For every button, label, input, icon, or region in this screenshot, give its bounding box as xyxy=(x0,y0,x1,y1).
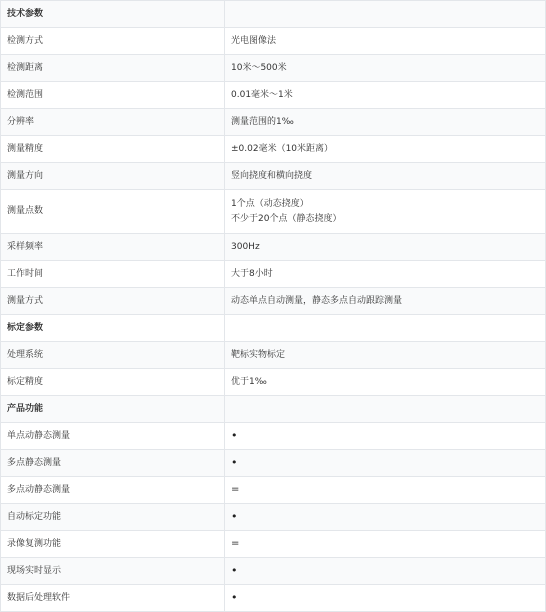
row-value xyxy=(225,531,546,558)
section-header-label: 技术参数 xyxy=(1,1,225,28)
row-label: 检测方式 xyxy=(1,28,225,55)
row-value xyxy=(225,504,546,531)
table-row xyxy=(1,136,546,163)
table-row xyxy=(1,450,546,477)
table-row xyxy=(1,109,546,136)
row-value xyxy=(225,450,546,477)
row-label: 自动标定功能 xyxy=(1,504,225,531)
table-row xyxy=(1,190,546,234)
bullet-icon: • xyxy=(231,590,238,604)
bullet-icon: • xyxy=(231,428,238,442)
row-label: 测量方向 xyxy=(1,163,225,190)
row-value-line: 不少于20个点（静态挠度） xyxy=(231,213,342,224)
row-value: 0.01毫米～1米 xyxy=(225,82,546,109)
row-value: 测量范围的1‰ xyxy=(225,109,546,136)
bullet-icon: • xyxy=(231,509,238,523)
row-value: 光电图像法 xyxy=(225,28,546,55)
row-label: 工作时间 xyxy=(1,261,225,288)
section-header-value xyxy=(225,315,546,342)
table-row xyxy=(1,288,546,315)
row-value: 动态单点自动测量，静态多点自动跟踪测量 xyxy=(225,288,546,315)
bullet-icon: • xyxy=(231,455,238,469)
table-row xyxy=(1,477,546,504)
row-value xyxy=(225,190,546,234)
row-value: ±0.02毫米（10米距离） xyxy=(225,136,546,163)
equals-icon: = xyxy=(231,538,240,549)
row-value xyxy=(225,423,546,450)
row-label: 测量精度 xyxy=(1,136,225,163)
table-row xyxy=(1,315,546,342)
table-row xyxy=(1,234,546,261)
table-row xyxy=(1,531,546,558)
table-row xyxy=(1,1,546,28)
row-label: 测量方式 xyxy=(1,288,225,315)
row-value xyxy=(225,558,546,585)
row-label: 检测范围 xyxy=(1,82,225,109)
row-value: 优于1‰ xyxy=(225,369,546,396)
table-row xyxy=(1,163,546,190)
section-header-label: 标定参数 xyxy=(1,315,225,342)
row-label: 单点动静态测量 xyxy=(1,423,225,450)
section-header-value xyxy=(225,396,546,423)
table-row xyxy=(1,82,546,109)
row-value xyxy=(225,585,546,612)
equals-icon: = xyxy=(231,484,240,495)
row-value: 竖向挠度和横向挠度 xyxy=(225,163,546,190)
row-value: 靶标实物标定 xyxy=(225,342,546,369)
table-row xyxy=(1,28,546,55)
table-row xyxy=(1,585,546,612)
row-value-line: 1个点（动态挠度） xyxy=(231,198,309,209)
table-row xyxy=(1,261,546,288)
table-row xyxy=(1,369,546,396)
row-label: 采样频率 xyxy=(1,234,225,261)
row-label: 处理系统 xyxy=(1,342,225,369)
spec-table-body xyxy=(1,1,546,612)
table-row xyxy=(1,342,546,369)
row-value: 大于8小时 xyxy=(225,261,546,288)
row-label: 多点动静态测量 xyxy=(1,477,225,504)
row-label: 测量点数 xyxy=(1,190,225,234)
table-row xyxy=(1,396,546,423)
row-label: 检测距离 xyxy=(1,55,225,82)
table-row xyxy=(1,504,546,531)
row-label: 分辨率 xyxy=(1,109,225,136)
section-header-label: 产品功能 xyxy=(1,396,225,423)
row-label: 录像复测功能 xyxy=(1,531,225,558)
table-row xyxy=(1,558,546,585)
row-label: 现场实时显示 xyxy=(1,558,225,585)
row-label: 标定精度 xyxy=(1,369,225,396)
row-value: 10米～500米 xyxy=(225,55,546,82)
row-label: 数据后处理软件 xyxy=(1,585,225,612)
table-row xyxy=(1,423,546,450)
row-value xyxy=(225,477,546,504)
table-row xyxy=(1,55,546,82)
bullet-icon: • xyxy=(231,563,238,577)
row-label: 多点静态测量 xyxy=(1,450,225,477)
row-value: 300Hz xyxy=(225,234,546,261)
section-header-value xyxy=(225,1,546,28)
